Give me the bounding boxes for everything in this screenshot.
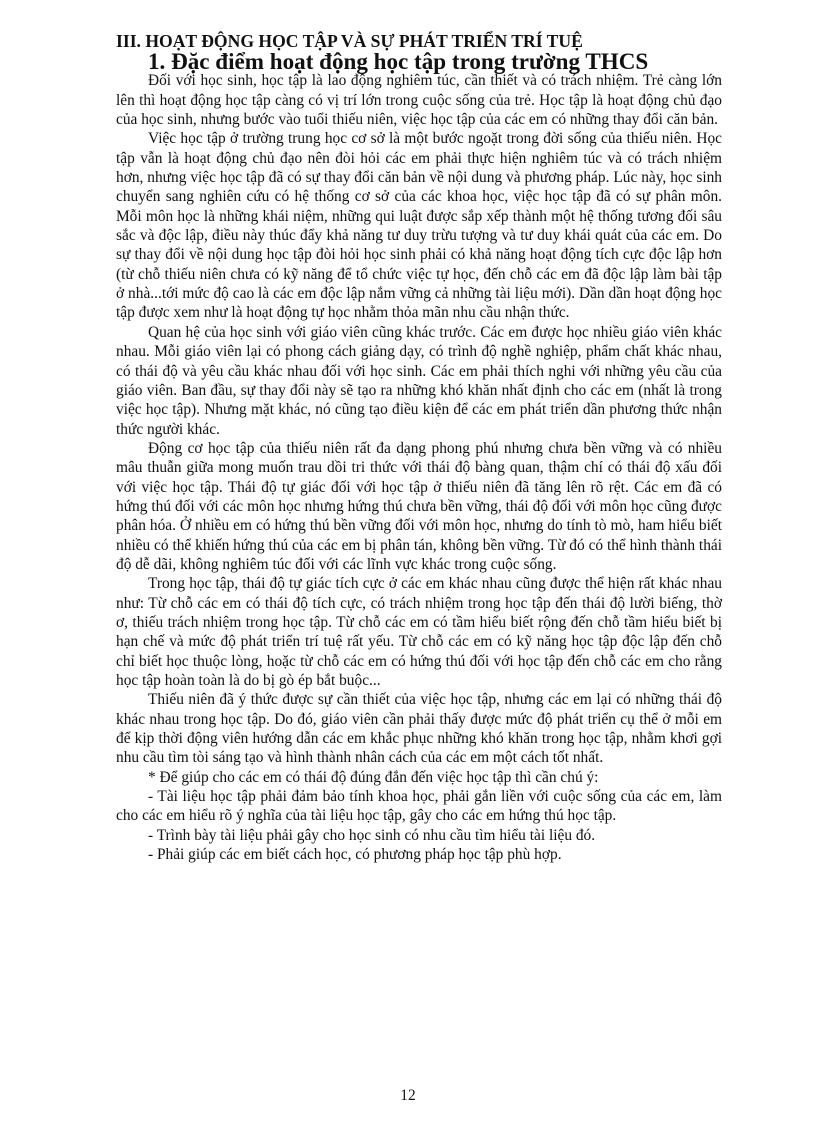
paragraph-6: Thiếu niên đã ý thức được sự cần thiết của việc học tập, nhưng các em lại có những thái độ khác nhau trong học tập. Do đó, giáo viên cần phải thấy được mức độ phát triển cụ thể ở mỗi em để kịp thời động viên hướng dẫn các em khắc phục những khó khăn trong học tập, nhằm khơi gợi nhu cầu tìm tòi sáng tạo và hình thành nhân cách của các em một cách tốt nhất. xyxy=(116,691,722,767)
section-heading: III. HOẠT ĐỘNG HỌC TẬP VÀ SỰ PHÁT TRIỂN TRÍ TUỆ xyxy=(116,31,583,51)
bullet-item-2: - Trình bày tài liệu phải gây cho học sinh có nhu cầu tìm hiểu tài liệu đó. xyxy=(148,826,596,844)
bullet-item-1: - Tài liệu học tập phải đảm bảo tính khoa học, phải gắn liền với cuộc sống của các em, làm cho các em hiểu rõ ý nghĩa của tài liệu học tập, gây cho các em hứng thú học tập. xyxy=(116,788,722,825)
note-intro: * Để giúp cho các em có thái độ đúng đắn đến việc học tập thì cần chú ý: xyxy=(148,768,599,786)
paragraph-2: Việc học tập ở trường trung học cơ sở là một bước ngoặt trong đời sống của thiếu niên. Học tập vẫn là hoạt động chủ đạo nên đòi hỏi các em phải thực hiện nghiêm túc và có trách nhiệm hơn, nhưng việc học tập đã có sự thay đổi căn bản về nội dung và phương pháp. Lúc này, học sinh chuyển sang nghiên cứu có hệ thống cơ sở của các khoa học, việc học tập đã có sự phân môn. Mỗi môn học là những khái niệm, những qui luật được sắp xếp thành một hệ thống tương đối sâu sắc và độc lập, điều này thúc đẩy khả năng tư duy trừu tượng và tư duy khái quát của các em. Do sự thay đổi về nội dung học tập đòi hỏi học sinh phải có khả năng hoạt động tích cực độc lập hơn (từ chỗ thiếu niên chưa có kỹ năng để tổ chức việc tự học, đến chỗ các em đã độc lập làm bài tập ở nhà...tới mức độ cao là các em độc lập nắm vững cả những tài liệu mới). Dần dần hoạt động học tập được xem như là hoạt động tự học nhằm thỏa mãn nhu cầu nhận thức. xyxy=(116,130,722,322)
paragraph-4: Động cơ học tập của thiếu niên rất đa dạng phong phú nhưng chưa bền vững và có nhiều mâu thuẫn giữa mong muốn trau dồi tri thức với thái độ bàng quan, thậm chí có thái độ xấu đối với việc học tập. Thái độ tự giác đối với học tập ở thiếu niên đã tăng lên rõ rệt. Các em đã có hứng thú đối với các môn học nhưng hứng thú chưa bền vững, thái độ đối với môn học cũng được phân hóa. Ở nhiều em có hứng thú bền vững đối với môn học, nhưng do tính tò mò, ham hiểu biết nhiều có thể khiến hứng thú của các em bị phân tán, không bền vững. Từ đó có thể hình thành thái độ dễ dãi, không nghiêm túc đối với các lĩnh vực khác trong cuộc sống. xyxy=(116,439,722,573)
paragraph-3: Quan hệ của học sinh với giáo viên cũng khác trước. Các em được học nhiều giáo viên khác nhau. Mỗi giáo viên lại có phong cách giảng dạy, có trình độ nghề nghiệp, phẩm chất khác nhau, có thái độ và yêu cầu khác nhau đối với học sinh. Các em phải thích nghi với những yêu cầu của giáo viên. Ban đầu, sự thay đổi này sẽ tạo ra những khó khăn nhất định cho các em (nhất là trong việc học tập). Nhưng mặt khác, nó cũng tạo điều kiện để các em phát triển dần phương thức nhận thức người khác. xyxy=(116,323,722,438)
page-number: 12 xyxy=(400,1087,416,1104)
bullet-item-3: - Phải giúp các em biết cách học, có phương pháp học tập phù hợp. xyxy=(148,846,562,864)
paragraph-1: Đối với học sinh, học tập là lao động nghiêm túc, cần thiết và có trách nhiệm. Trẻ càng lớn lên thì hoạt động học tập càng có vị trí lớn trong cuộc sống của trẻ. Học tập là hoạt động chủ đạo của học sinh, nhưng bước vào tuổi thiếu niên, việc học tập của các em có những thay đổi căn bản. xyxy=(116,72,722,129)
paragraph-5: Trong học tập, thái độ tự giác tích cực ở các em khác nhau cũng được thể hiện rất khác nhau như: Từ chỗ các em có thái độ tích cực, có trách nhiệm trong học tập đến thái độ lười biếng, thờ ơ, thiếu trách nhiệm trong học tập. Từ chỗ các em có tầm hiểu biết rộng đến chỗ tầm hiểu biết bị hạn chế và mức độ phát triển trí tuệ rất yếu. Từ chỗ các em có kỹ năng học tập độc lập đến chỗ chỉ biết học thuộc lòng, hoặc từ chỗ các em có hứng thú đối với học tập đến chỗ các em cho rằng học tập hoàn toàn là do bị gò ép bắt buộc... xyxy=(116,575,722,689)
subsection-heading: 1. Đặc điểm hoạt động học tập trong trường THCS xyxy=(148,48,649,74)
document-page xyxy=(116,30,722,864)
